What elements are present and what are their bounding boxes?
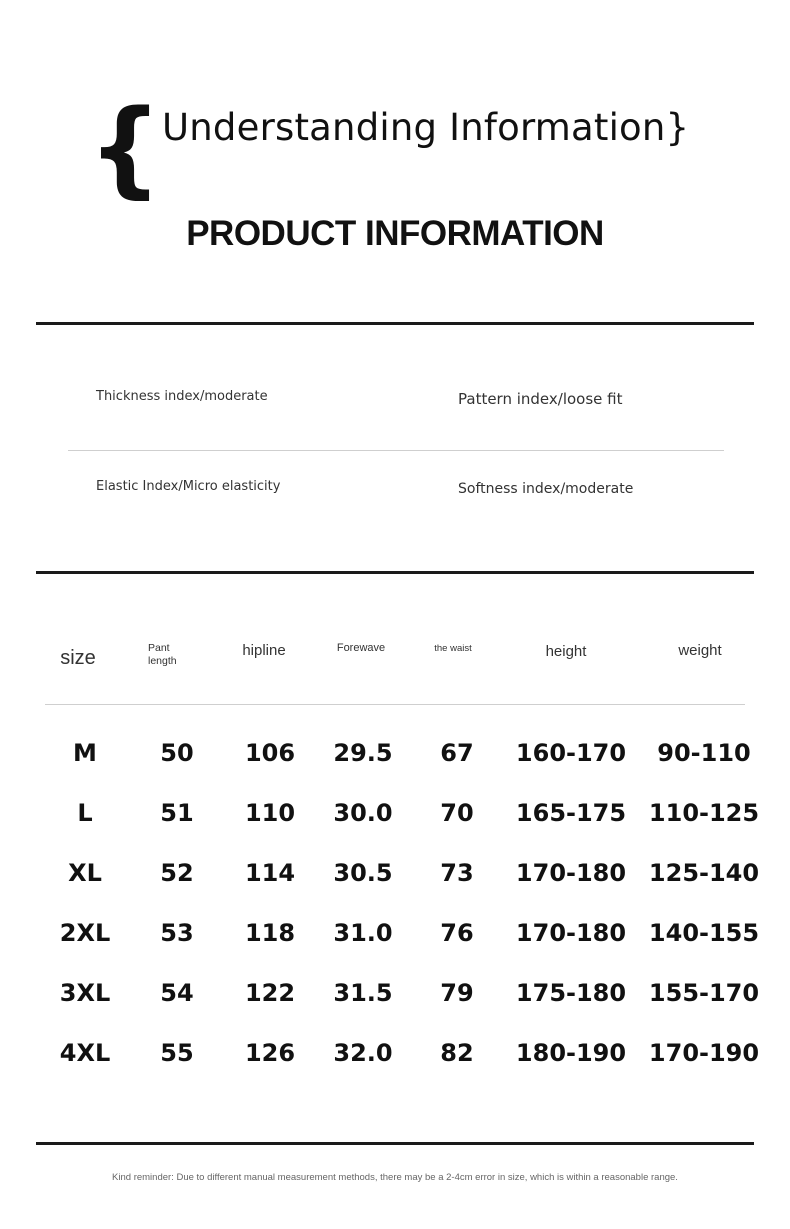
cell-forewave: 30.5 — [333, 859, 393, 887]
divider-middle — [36, 571, 754, 574]
cell-height: 170-180 — [515, 919, 627, 947]
cell-pant-length: 52 — [160, 859, 194, 887]
cell-pant-length: 55 — [160, 1039, 194, 1067]
cell-weight: 140-155 — [648, 919, 760, 947]
softness-index: Softness index/moderate — [458, 481, 634, 497]
footer-note: Kind reminder: Due to different manual measurement methods, there may be a 2-4cm error in size, which is within a reasonable range. — [112, 1172, 678, 1183]
header-height: height — [545, 643, 587, 660]
cell-size: 3XL — [59, 979, 111, 1007]
cell-height: 170-180 — [515, 859, 627, 887]
cell-size: XL — [68, 859, 102, 887]
thickness-index: Thickness index/moderate — [96, 389, 268, 404]
cell-hipline: 114 — [244, 859, 296, 887]
cell-pant-length: 53 — [160, 919, 194, 947]
cell-height: 180-190 — [515, 1039, 627, 1067]
cell-forewave: 32.0 — [333, 1039, 393, 1067]
cell-waist: 67 — [440, 739, 474, 767]
header-hipline: hipline — [242, 642, 286, 659]
cell-weight: 110-125 — [648, 799, 760, 827]
cell-hipline: 126 — [244, 1039, 296, 1067]
header-pant-length: Pant length — [148, 642, 177, 667]
cell-forewave: 31.0 — [333, 919, 393, 947]
cell-pant-length: 54 — [160, 979, 194, 1007]
header-weight: weight — [678, 642, 722, 659]
cell-waist: 70 — [440, 799, 474, 827]
cell-height: 160-170 — [515, 739, 627, 767]
cell-forewave: 31.5 — [333, 979, 393, 1007]
divider-top — [36, 322, 754, 325]
cell-forewave: 30.0 — [333, 799, 393, 827]
page-subtitle: PRODUCT INFORMATION — [186, 214, 604, 253]
header-waist: the waist — [434, 643, 472, 654]
cell-weight: 155-170 — [648, 979, 760, 1007]
cell-forewave: 29.5 — [333, 739, 393, 767]
table-header-divider — [45, 704, 745, 705]
header-size: size — [60, 647, 96, 669]
cell-weight: 90-110 — [657, 739, 751, 767]
cell-waist: 82 — [440, 1039, 474, 1067]
cell-size: M — [73, 739, 97, 767]
divider-bottom — [36, 1142, 754, 1145]
cell-height: 165-175 — [515, 799, 627, 827]
cell-size: 2XL — [59, 919, 111, 947]
cell-waist: 76 — [440, 919, 474, 947]
header-forewave: Forewave — [336, 642, 386, 654]
cell-pant-length: 50 — [160, 739, 194, 767]
cell-hipline: 122 — [244, 979, 296, 1007]
index-divider — [68, 450, 724, 451]
cell-hipline: 110 — [244, 799, 296, 827]
table-row — [0, 793, 790, 833]
cell-hipline: 106 — [244, 739, 296, 767]
cell-weight: 170-190 — [648, 1039, 760, 1067]
cell-height: 175-180 — [515, 979, 627, 1007]
cell-size: 4XL — [59, 1039, 111, 1067]
cell-weight: 125-140 — [648, 859, 760, 887]
cell-size: L — [77, 799, 93, 827]
decorative-brace: { — [88, 87, 163, 209]
cell-waist: 73 — [440, 859, 474, 887]
elastic-index: Elastic Index/Micro elasticity — [96, 479, 281, 494]
table-row — [0, 733, 790, 773]
table-row — [0, 973, 790, 1013]
table-row — [0, 853, 790, 893]
cell-waist: 79 — [440, 979, 474, 1007]
cell-pant-length: 51 — [160, 799, 194, 827]
pattern-index: Pattern index/loose fit — [458, 390, 623, 408]
table-row — [0, 1033, 790, 1073]
cell-hipline: 118 — [244, 919, 296, 947]
page-heading: Understanding Information} — [162, 106, 690, 149]
table-row — [0, 913, 790, 953]
